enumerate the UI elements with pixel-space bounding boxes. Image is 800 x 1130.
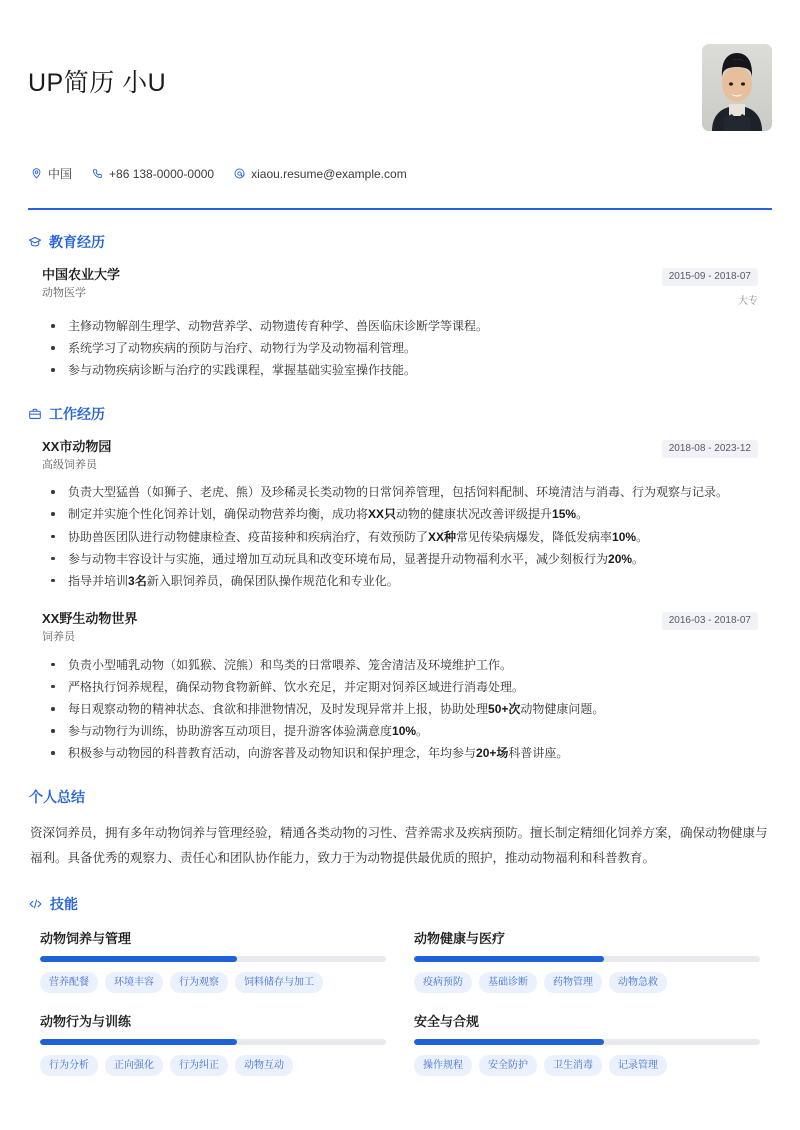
section-skills — [28, 894, 772, 1076]
section-title-summary — [28, 787, 772, 807]
section-summary — [28, 787, 772, 872]
education-entry — [28, 266, 772, 382]
skill-tag: 操作规程 — [414, 1055, 472, 1076]
section-work — [28, 404, 772, 765]
skill-name: 安全与合规 — [414, 1013, 480, 1029]
phone-icon — [92, 168, 103, 179]
skill-block — [40, 928, 386, 993]
work-company: XX野生动物世界 — [42, 611, 138, 627]
skill-tag: 记录管理 — [609, 1055, 667, 1076]
skill-tag-row — [40, 1055, 386, 1076]
section-title-skills-label: 技能 — [50, 895, 78, 912]
education-major: 动物医学 — [42, 287, 86, 300]
skill-tag-row — [40, 972, 386, 993]
skill-name: 动物健康与医疗 — [414, 930, 506, 946]
header-left — [28, 44, 166, 98]
skill-tag: 营养配餐 — [40, 972, 98, 993]
work-bullets — [42, 654, 758, 765]
skill-block — [414, 1011, 760, 1076]
briefcase-icon — [28, 407, 42, 421]
entry-identity — [42, 610, 137, 646]
education-school: 中国农业大学 — [42, 267, 121, 282]
resume-header — [28, 44, 772, 131]
portrait-photo-icon — [702, 44, 772, 131]
section-education — [28, 232, 772, 382]
skill-block — [40, 1011, 386, 1076]
skill-tag: 行为观察 — [170, 972, 228, 993]
section-title-summary-label: 个人总结 — [29, 788, 85, 805]
bullet-item: 每日观察动物的精神状态、食欲和排泄物情况，及时发现异常并上报，协助处理50+次动物健康问题。 — [42, 698, 758, 720]
bullet-item: 积极参与动物园的科普教育活动，向游客普及动物知识和保护理念，年均参与20+场科普讲座。 — [42, 742, 758, 764]
entry-head — [42, 438, 758, 474]
work-date-badge: 2016-03 - 2018-07 — [662, 612, 758, 630]
skill-tag: 基础诊断 — [479, 972, 537, 993]
skill-tag: 动物急救 — [609, 972, 667, 993]
skill-progress-fill — [414, 1039, 604, 1045]
skill-tag: 行为纠正 — [170, 1055, 228, 1076]
skill-progress-track — [40, 956, 386, 962]
skill-tag: 安全防护 — [479, 1055, 537, 1076]
skill-tag: 环境丰容 — [105, 972, 163, 993]
contact-email — [234, 167, 407, 181]
section-title-work-label: 工作经历 — [49, 405, 105, 422]
contact-email-text: xiaou.resume@example.com — [251, 166, 407, 181]
work-date-badge: 2018-08 - 2023-12 — [662, 440, 758, 458]
graduation-cap-icon — [28, 235, 42, 249]
contact-phone-text: +86 138-0000-0000 — [109, 166, 215, 181]
skill-name: 动物饲养与管理 — [40, 930, 132, 946]
contact-location — [31, 165, 72, 182]
education-degree: 大专 — [738, 296, 758, 307]
bullet-item: 主修动物解剖生理学、动物营养学、动物遗传育种学、兽医临床诊断学等课程。 — [42, 315, 758, 337]
skill-progress-fill — [40, 1039, 237, 1045]
skill-progress-track — [414, 956, 760, 962]
summary-paragraph: 资深饲养员，拥有多年动物饲养与管理经验，精通各类动物的习性、营养需求及疾病预防。擅长制定精细化饲养方案，确保动物健康与福利。具备优秀的观察力、责任心和团队协作能力，致力于为动物提供最优质的照护，推动动物福利和科普教育。 — [30, 825, 768, 866]
skill-tag: 药物管理 — [544, 972, 602, 993]
work-role: 高级饲养员 — [42, 458, 97, 471]
work-bullets — [42, 481, 758, 592]
candidate-name: UP简历 小U — [28, 69, 167, 97]
location-icon — [31, 168, 42, 179]
bullet-item: 负责小型哺乳动物（如狐猴、浣熊）和鸟类的日常喂养、笼舍清洁及环境维护工作。 — [42, 654, 758, 676]
bullet-item: 制定并实施个性化饲养计划，确保动物营养均衡，成功将XX只动物的健康状况改善评级提升15%。 — [42, 503, 758, 525]
email-icon — [234, 168, 245, 179]
entry-head — [42, 266, 758, 307]
work-role: 饲养员 — [42, 631, 75, 644]
bullet-item: 协助兽医团队进行动物健康检查、疫苗接种和疾病治疗，有效预防了XX种常见传染病爆发，降低发病率10%。 — [42, 526, 758, 548]
bullet-item: 严格执行饲养规程，确保动物食物新鲜、饮水充足，并定期对饲养区域进行消毒处理。 — [42, 676, 758, 698]
skill-tag: 动物互动 — [235, 1055, 293, 1076]
skill-tag-row — [414, 1055, 760, 1076]
contact-row — [28, 165, 772, 182]
skill-tag-row — [414, 972, 760, 993]
education-bullets — [42, 315, 758, 382]
code-icon — [28, 897, 43, 911]
contact-phone — [92, 167, 214, 181]
skill-block — [414, 928, 760, 993]
bullet-item: 参与动物行为训练，协助游客互动项目，提升游客体验满意度10%。 — [42, 720, 758, 742]
bullet-item: 系统学习了动物疾病的预防与治疗、动物行为学及动物福利管理。 — [42, 337, 758, 359]
bullet-item: 参与动物丰容设计与实施，通过增加互动玩具和改变环境布局，显著提升动物福利水平，减少刻板行为20%。 — [42, 548, 758, 570]
skill-name: 动物行为与训练 — [40, 1013, 132, 1029]
contact-location-text: 中国 — [48, 167, 73, 181]
entry-meta — [648, 438, 758, 458]
entry-identity — [42, 266, 120, 302]
work-entry — [28, 610, 772, 765]
skill-tag: 行为分析 — [40, 1055, 98, 1076]
work-entry — [28, 438, 772, 593]
section-title-work — [28, 404, 772, 424]
skill-progress-track — [40, 1039, 386, 1045]
skill-tag: 饲料储存与加工 — [235, 972, 323, 993]
header-divider — [28, 208, 772, 210]
skill-progress-fill — [414, 956, 604, 962]
skills-grid — [28, 928, 772, 1076]
bullet-item: 参与动物疾病诊断与治疗的实践课程，掌握基础实验室操作技能。 — [42, 359, 758, 381]
education-entries — [28, 266, 772, 382]
skill-progress-fill — [40, 956, 237, 962]
avatar — [702, 44, 772, 131]
skill-tag: 疫病预防 — [414, 972, 472, 993]
bullet-item: 负责大型猛兽（如狮子、老虎、熊）及珍稀灵长类动物的日常饲养管理，包括饲料配制、环境清洁与消毒、行为观察与记录。 — [42, 481, 758, 503]
section-title-education-label: 教育经历 — [49, 234, 105, 250]
skill-tag: 卫生消毒 — [544, 1055, 602, 1076]
education-date-badge: 2015-09 - 2018-07 — [662, 268, 758, 286]
bullet-item: 指导并培训3名新入职饲养员，确保团队操作规范化和专业化。 — [42, 570, 758, 592]
entry-meta — [648, 610, 758, 630]
skill-progress-track — [414, 1039, 760, 1045]
work-company: XX市动物园 — [42, 438, 112, 454]
section-title-education — [28, 232, 772, 252]
entry-head — [42, 610, 758, 646]
entry-identity — [42, 438, 111, 474]
section-title-skills — [28, 894, 772, 914]
entry-meta — [648, 266, 758, 307]
skill-tag: 正向强化 — [105, 1055, 163, 1076]
